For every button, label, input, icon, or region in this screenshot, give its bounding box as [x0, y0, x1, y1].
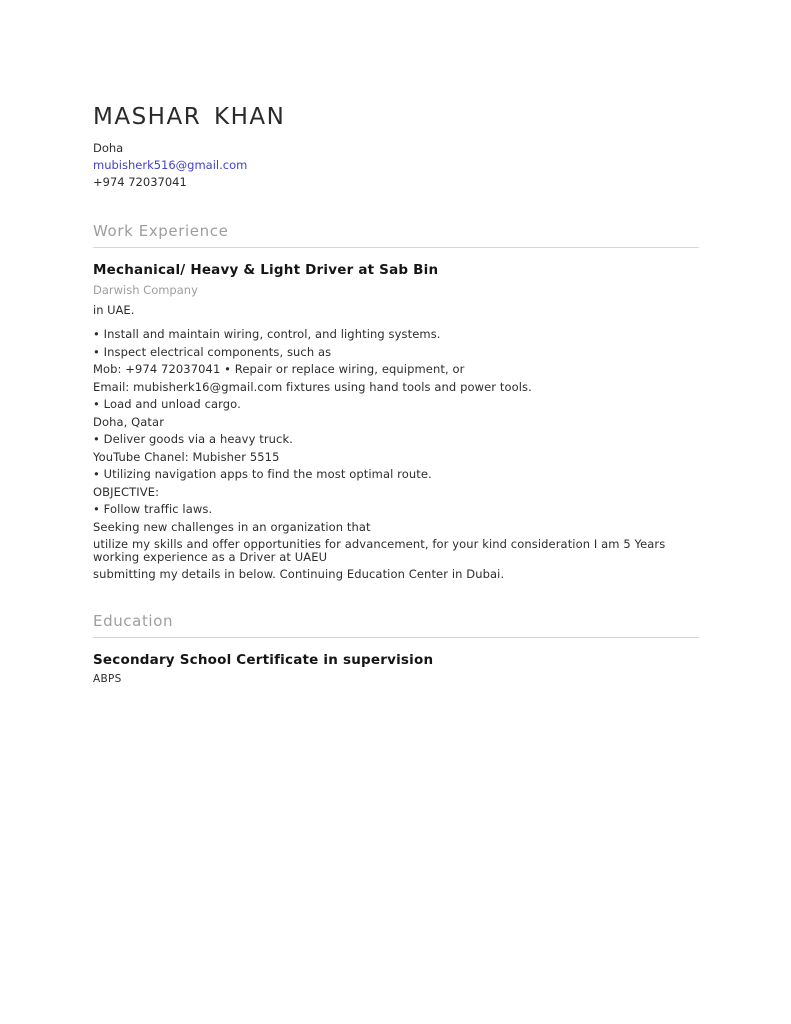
company-name: Darwish Company: [93, 283, 198, 297]
education-section-divider: [93, 637, 699, 638]
work-line: YouTube Chanel: Mubisher 5515: [93, 449, 280, 464]
degree-title: Secondary School Certificate in supervision: [93, 652, 434, 669]
work-line: submitting my details in below. Continuing Education Center in Dubai.: [93, 567, 505, 582]
work-experience-section: [93, 222, 699, 581]
resume-header: [93, 104, 699, 191]
work-line: Mob: +974 72037041 • Repair or replace wiring, equipment, or: [93, 362, 465, 376]
work-line: Doha, Qatar: [93, 414, 165, 429]
work-description: [93, 328, 699, 581]
work-line: Email: mubisherk16@gmail.com fixtures using hand tools and power tools.: [93, 379, 532, 394]
education-heading: Education: [93, 612, 174, 631]
work-experience-heading: Work Experience: [93, 222, 229, 240]
job-title: Mechanical/ Heavy & Light Driver at Sab Bin: [93, 262, 439, 278]
job-location: in UAE.: [93, 303, 135, 317]
work-line: • Inspect electrical components, such as: [93, 344, 332, 359]
work-line: utilize my skills and offer opportunities for advancement, for your kind consideration I am 5 Years working experience as a Driver at UAEU: [93, 537, 666, 564]
resume-name: MASHAR KHAN: [93, 104, 286, 130]
contact-email-link[interactable]: mubisherk516@gmail.com: [93, 158, 248, 172]
contact-city: Doha: [93, 141, 124, 155]
work-line: • Install and maintain wiring, control, and lighting systems.: [93, 327, 441, 341]
work-line: OBJECTIVE:: [93, 484, 160, 499]
resume-page: [93, 104, 699, 685]
work-line: • Load and unload cargo.: [93, 397, 241, 411]
education-section: [93, 612, 699, 685]
work-line: Seeking new challenges in an organization that: [93, 519, 371, 534]
school-name: ABPS: [93, 673, 122, 686]
contact-phone: +974 72037041: [93, 175, 187, 189]
work-line: • Utilizing navigation apps to find the most optimal route.: [93, 467, 432, 481]
contact-email-row: [93, 157, 699, 174]
work-line: • Deliver goods via a heavy truck.: [93, 432, 293, 446]
work-section-divider: [93, 247, 699, 248]
work-line: • Follow traffic laws.: [93, 502, 213, 516]
